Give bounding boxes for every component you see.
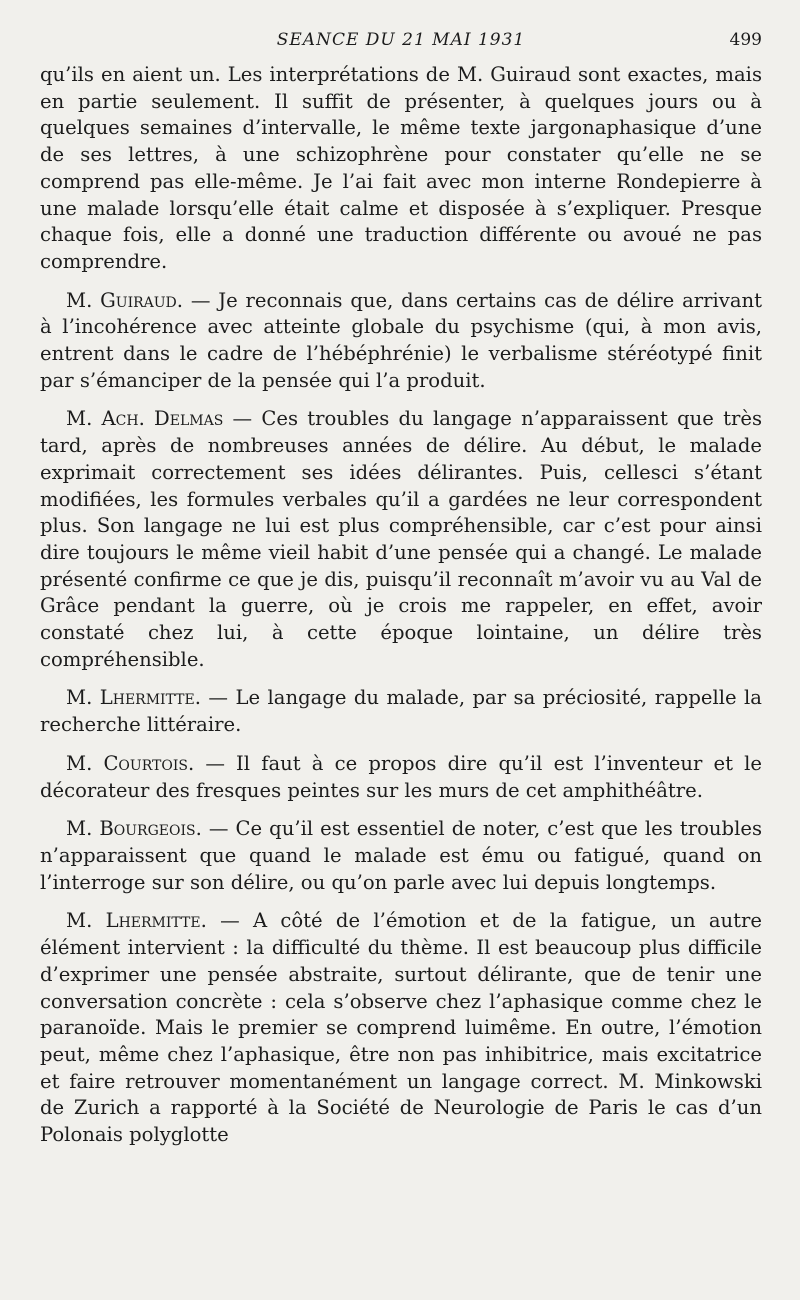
paragraph — [40, 288, 762, 395]
paragraph-text: — A côté de l’émotion et de la fatigue, un autre élément intervient : la difficulté du thème. Il est beaucoup plus difficile d’exprimer une pensée abstraite, surtout délirante, que de tenir une conversation concrète : cela s’observe chez l’aphasique comme chez le paranoïde. Mais le premier se comprend luimême. En outre, l’émotion peut, même chez l’aphasique, être non pas inhibitrice, mais excitatrice et faire retrouver momentanément un langage correct. M. Minkowski de Zurich a rapporté à la Société de Neurologie de Paris le cas d’un Polonais polyglotte — [40, 909, 763, 1147]
paragraph — [40, 751, 762, 804]
speaker-name: M. Lhermitte. — [66, 909, 207, 933]
paragraph — [40, 406, 762, 673]
paragraph-text: — Il faut à ce propos dire qu’il est l’inventeur et le décorateur des fresques peintes sur les murs de cet amphithéâtre. — [40, 751, 762, 802]
page-number: 499 — [729, 30, 762, 50]
paragraph — [40, 685, 762, 738]
speaker-name: M. Bourgeois. — [66, 817, 202, 841]
paragraph-text: — Ce qu’il est essentiel de noter, c’est que les troubles n’apparaissent que quand le malade est ému ou fatigué, quand on l’interroge sur son délire, ou qu’on parle avec lui depuis longtemps. — [40, 817, 763, 894]
paragraph-text: qu’ils en aient un. Les interprétations de M. Guiraud sont exactes, mais en partie seulement. Il suffit de présenter, à quelques jours ou à quelques semaines d’intervalle, le même texte jargonaphasique d’une de ses lettres, à une schizophrène pour constater qu’elle ne se comprend pas elle-même. Je l’ai fait avec mon interne Rondepierre à une malade lorsqu’elle était calme et disposée à s’expliquer. Presque chaque fois, elle a donné une traduction différente ou avoué ne pas comprendre. — [40, 63, 762, 273]
speaker-name: M. Ach. Delmas — [66, 407, 224, 431]
paragraph — [40, 816, 762, 896]
page-header — [40, 0, 762, 62]
paragraph-text: — Le langage du malade, par sa préciosité, rappelle la recherche littéraire. — [40, 686, 762, 737]
speaker-name: M. Guiraud. — [66, 288, 183, 312]
running-title: SEANCE DU 21 MAI 1931 — [276, 30, 526, 50]
speaker-name: M. Lhermitte. — [66, 686, 201, 710]
speaker-name: M. Courtois. — [66, 751, 195, 775]
paragraph-text: — Ces troubles du langage n’apparaissent que très tard, après de nombreuses années de délire. Au début, le malade exprimait correctement ses idées délirantes. Puis, cellesci s’étant modifiées, les formules verbales qu’il a gardées ne leur correspondent plus. Son langage ne lui est plus compréhensible, car c’est pour ainsi dire toujours le même vieil habit d’une pensée qui a changé. Le malade présenté confirme ce que je dis, puisqu’il reconnaît m’avoir vu au Val de Grâce pendant la guerre, où je crois me rappeler, en effet, avoir constaté chez lui, à cette époque lointaine, un délire très compréhensible. — [40, 407, 763, 671]
paragraph — [40, 62, 762, 276]
paragraph-text: — Je reconnais que, dans certains cas de délire arrivant à l’incohérence avec atteinte globale du psychisme (qui, à mon avis, entrent dans le cadre de l’hébéphrénie) le verbalisme stéréotypé finit par s’émanciper de la pensée qui l’a produit. — [40, 288, 762, 392]
paragraph — [40, 908, 762, 1148]
body-text — [40, 62, 762, 1149]
